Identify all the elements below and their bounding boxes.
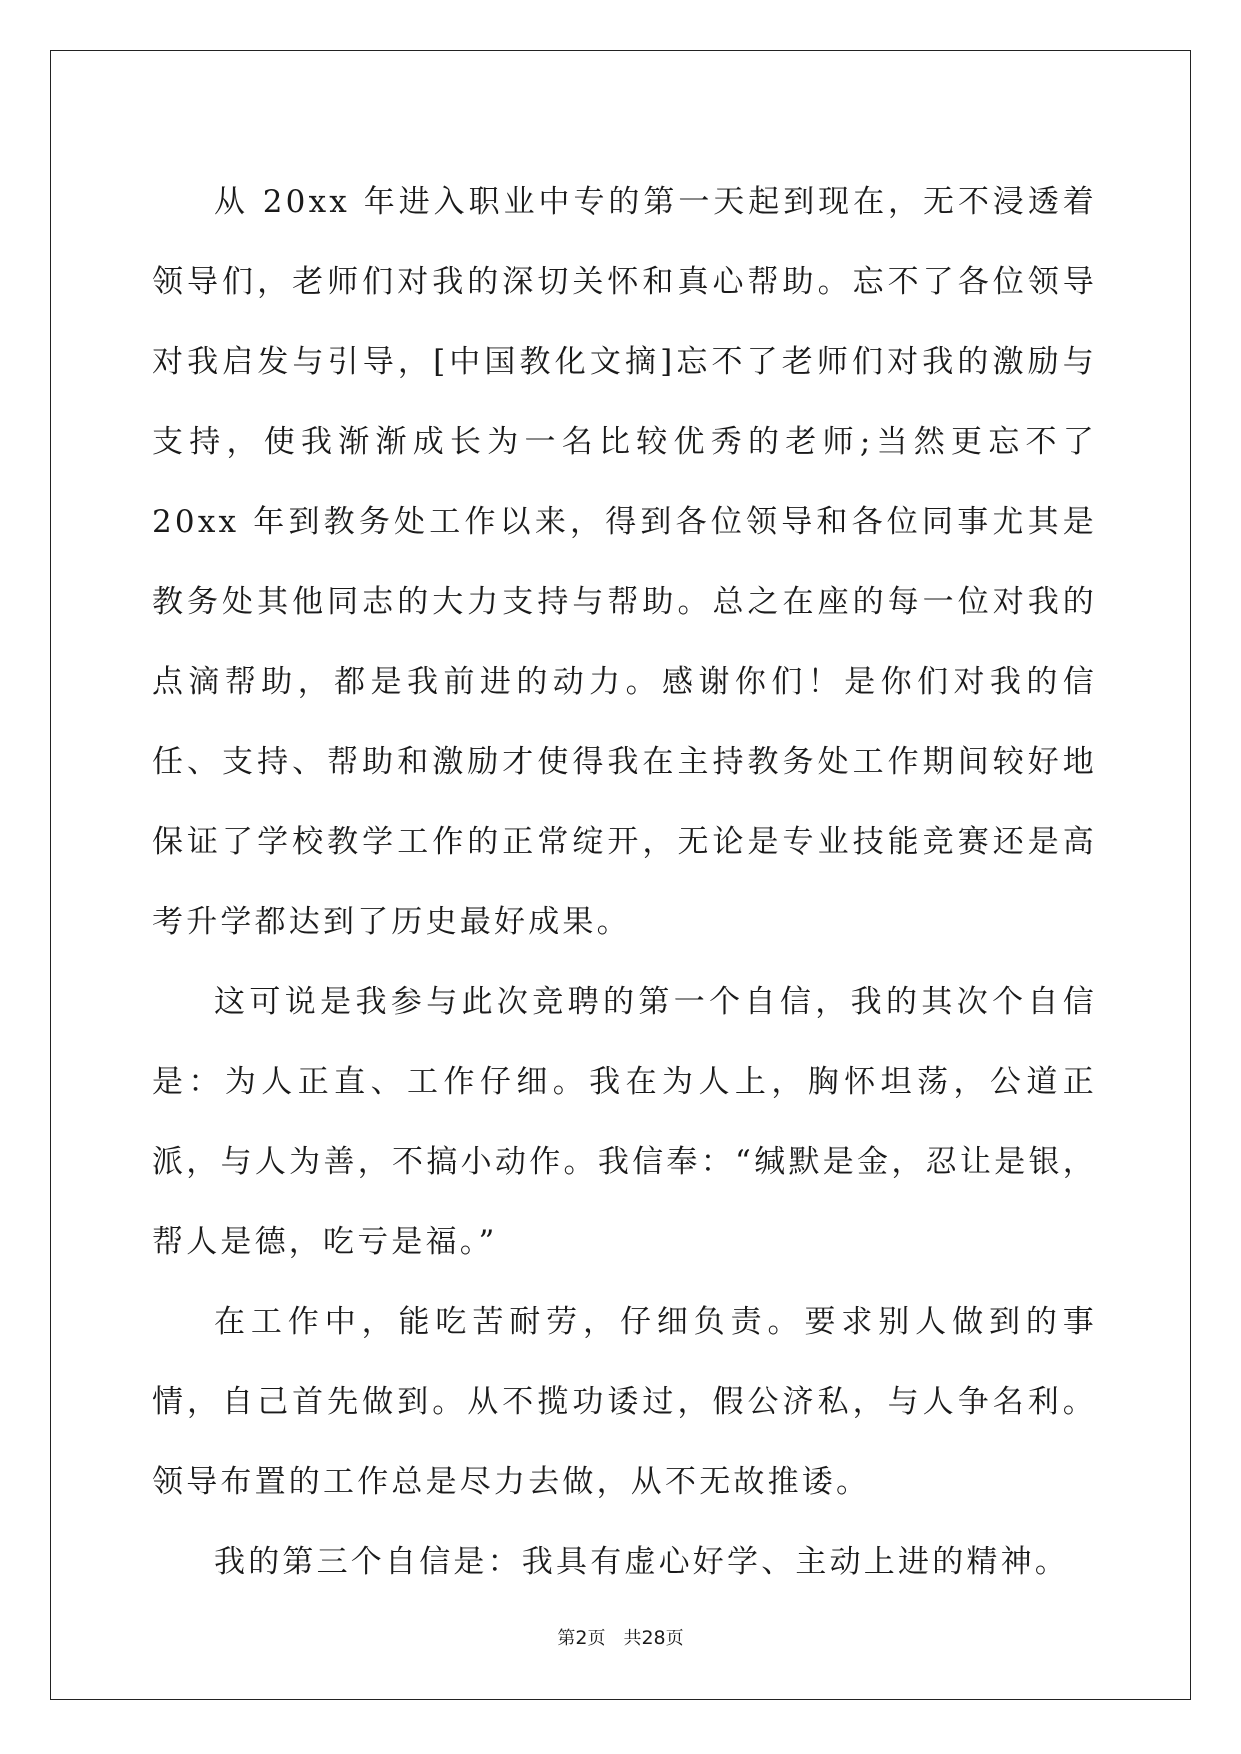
paragraph: 我的第三个自信是：我具有虚心好学、主动上进的精神。 [214,1544,1069,1580]
total-prefix: 共 [623,1628,642,1649]
paragraph: 在工作中，能吃苦耐劳，仔细负责。要求别人做到的事情，自己首先做到。从不揽功诿过，假公济私，与人争名利。领导布置的工作总是尽力去做，从不无故推诿。 [152,1304,1097,1500]
current-page-number: 2 [575,1627,588,1649]
total-suffix: 页 [665,1628,684,1649]
paragraph: 这可说是我参与此次竞聘的第一个自信，我的其次个自信是：为人正直、工作仔细。我在为人上，胸怀坦荡，公道正派，与人为善，不搞小动作。我信奉：“缄默是金，忍让是银，帮人是德，吃亏是福。” [152,984,1097,1260]
page-prefix: 第 [557,1628,576,1649]
page-footer [0,1624,1241,1650]
paragraph: 从 20xx 年进入职业中专的第一天起到现在，无不浸透着领导们，老师们对我的深切关怀和真心帮助。忘不了各位领导对我启发与引导，[中国教化文摘]忘不了老师们对我的激励与支持，使我渐渐成长为一名比较优秀的老师;当然更忘不了 20xx 年到教务处工作以来，得到各位领导和各位同事尤其是教务处其他同志的大力支持与帮助。总之在座的每一位对我的点滴帮助，都是我前进的动力。感谢你们！是你们对我的信任、支持、帮助和激励才使得我在主持教务处工作期间较好地保证了学校教学工作的正常绽开，无论是专业技能竞赛还是高考升学都达到了历史最好成果。 [152,184,1097,940]
document-body [152,162,1097,1602]
total-page-count: 28 [641,1627,666,1649]
page-suffix: 页 [587,1628,606,1649]
